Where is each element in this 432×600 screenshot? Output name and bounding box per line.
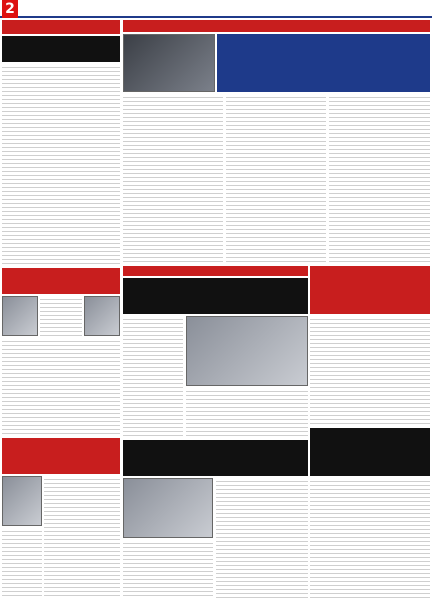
article-body-4 — [329, 94, 430, 264]
police-photo — [123, 478, 213, 538]
headline-bottom-left — [2, 438, 120, 474]
article-body-7 — [2, 338, 120, 434]
person-photo-3 — [2, 476, 42, 526]
headline-top-right-main — [217, 34, 430, 92]
article-body-5 — [310, 316, 430, 424]
article-body-2 — [123, 94, 223, 264]
headline-left-mid — [2, 268, 120, 294]
headline-lower-right — [310, 428, 430, 476]
headline-right-mid — [310, 266, 430, 314]
headline-top-left — [2, 20, 120, 34]
airport-photo — [123, 34, 215, 92]
headline-mid-main — [123, 278, 308, 314]
article-body-1 — [2, 64, 120, 264]
article-body-6 — [40, 296, 82, 336]
article-body-12 — [310, 478, 430, 598]
headline-lower-mid — [123, 440, 308, 476]
headline-top-right-kicker — [123, 20, 430, 32]
event-photo — [186, 316, 308, 386]
article-body-14 — [2, 528, 42, 598]
article-body-3 — [226, 94, 326, 264]
masthead — [0, 0, 432, 18]
article-body-11 — [123, 540, 213, 598]
article-body-10 — [216, 478, 308, 598]
person-photo-2 — [84, 296, 120, 336]
headline-top-left-sub — [2, 36, 120, 62]
page-number: 2 — [2, 0, 18, 18]
article-body-8 — [123, 316, 183, 436]
article-body-9 — [186, 388, 308, 436]
person-photo-1 — [2, 296, 38, 336]
article-body-13 — [44, 476, 120, 598]
headline-mid-banner — [123, 266, 308, 276]
